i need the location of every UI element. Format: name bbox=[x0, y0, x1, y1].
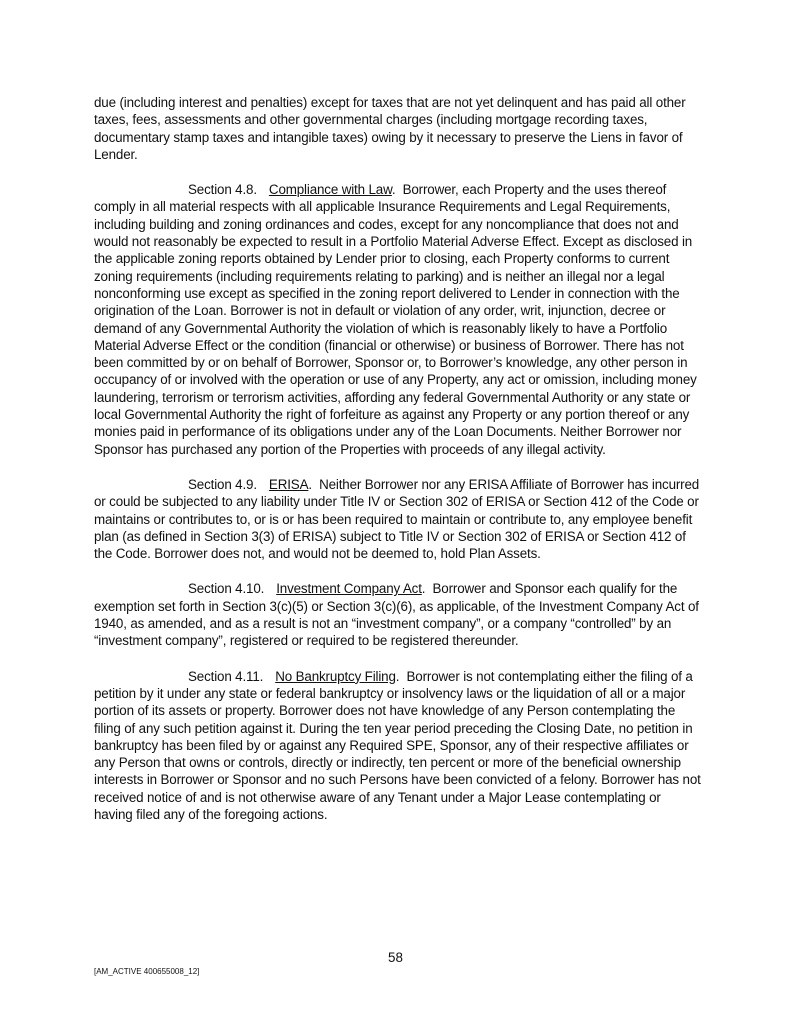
document-body bbox=[94, 94, 702, 841]
section-number: Section 4.10. bbox=[188, 581, 265, 597]
section-heading: ERISA bbox=[268, 476, 309, 492]
document-id-footer: [AM_ACTIVE 400655008_12] bbox=[94, 967, 200, 976]
section-number: Section 4.8. bbox=[188, 182, 257, 198]
section-4-9-paragraph: Section 4.9. ERISA. Neither Borrower nor any ERISA Affiliate of Borrower has incurred or could be subjected to any liability under Title IV or Section 302 of ERISA or Section 412 of the Code or maintains or contributes to, or is or has been required to maintain or contribute to, any employee benefit plan (as defined in Section 3(3) of ERISA) subject to Title IV or Section 302 of ERISA or Section 412 of the Code. Borrower does not, and would not be deemed to, hold Plan Assets. bbox=[94, 476, 700, 562]
section-4-11-paragraph: Section 4.11. No Bankruptcy Filing. Borrower is not contemplating either the filing of a petition by it under any state or federal bankruptcy or insolvency laws or the liquidation of all or a major portion of its assets or property. Borrower does not have knowledge of any Person contemplating the filing of any such petition against it. During the ten year period preceding the Closing Date, no petition in bankruptcy has been filed by or against any Required SPE, Sponsor, any of their respective affiliates or any Person that owns or controls, directly or indirectly, ten percent or more of the beneficial ownership interests in Borrower or Sponsor and no such Persons have been convicted of a felony. Borrower has not received notice of and is not otherwise aware of any Tenant under a Major Lease contemplating or having filed any of the foregoing actions. bbox=[94, 668, 701, 822]
section-4-10-paragraph: Section 4.10. Investment Company Act. Borrower and Sponsor each qualify for the exemption set forth in Section 3(c)(5) or Section 3(c)(6), as applicable, of the Investment Company Act of 1940, as amended, and as a result is not an “investment company”, or a company “controlled” by an “investment company”, registered or required to be registered thereunder. bbox=[94, 581, 699, 649]
section-4-8-paragraph: Section 4.8. Compliance with Law. Borrower, each Property and the uses thereof comply in all material respects with all applicable Insurance Requirements and Legal Requirements, including building and zoning ordinances and codes, except for any noncompliance that does not and would not reasonably be expected to result in a Portfolio Material Adverse Effect. Except as disclosed in the applicable zoning reports obtained by Lender prior to closing, each Property conforms to current zoning requirements (including requirements relating to parking) and is neither an illegal nor a legal nonconforming use except as specified in the zoning report delivered to Lender in connection with the origination of the Loan. Borrower is not in default or violation of any order, writ, injunction, decree or demand of any Governmental Authority the violation of which is reasonably likely to have a Portfolio Material Adverse Effect or the condition (financial or otherwise) or business of Borrower. There has not been committed by or on behalf of Borrower, Sponsor or, to Borrower’s knowledge, any other person in occupancy of or involved with the operation or use of any Property, any act or omission, including money laundering, terrorism or terrorism activities, affording any federal Governmental Authority or any state or local Governmental Authority the right of forfeiture as against any Property or any portion thereof or any monies paid in performance of its obligations under any of the Loan Documents. Neither Borrower nor Sponsor has purchased any portion of the Properties with proceeds of any illegal activity. bbox=[94, 182, 697, 457]
section-heading: Investment Company Act bbox=[276, 581, 422, 597]
intro-paragraph: due (including interest and penalties) except for taxes that are not yet delinquent and has paid all other taxes, fees, assessments and other governmental charges (including mortgage recording taxes, documentary stamp taxes and intangible taxes) owing by it necessary to preserve the Liens in favor of Lender. bbox=[94, 95, 686, 162]
section-number: Section 4.11. bbox=[188, 668, 264, 684]
section-body: Borrower is not contemplating either the filing of a petition by it under any state or federal bankruptcy or insolvency laws or the liquidation of all or a major portion of its assets or property. Borrower does not have knowledge of any Person contemplating the filing of any such petition against it. During the ten year period preceding the Closing Date, no petition in bankruptcy has been filed by or against any Required SPE, Sponsor, any of their respective affiliates or any Person that owns or controls, directly or indirectly, ten percent or more of the beneficial ownership interests in Borrower or Sponsor and no such Persons have been convicted of a felony. Borrower has not received notice of and is not otherwise aware of any Tenant under a Major Lease contemplating or having filed any of the foregoing actions. bbox=[94, 668, 701, 822]
section-number: Section 4.9. bbox=[188, 476, 257, 492]
section-body: Borrower and Sponsor each qualify for the exemption set forth in Section 3(c)(5) or Section 3(c)(6), as applicable, of the Investment Company Act of 1940, as amended, and as a result is not an “investment company”, or a company “controlled” by an “investment company”, registered or required to be registered thereunder. bbox=[94, 581, 699, 649]
section-body: Borrower, each Property and the uses thereof comply in all material respects with all applicable Insurance Requirements and Legal Requirements, including building and zoning ordinances and codes, except for any noncompliance that does not and would not reasonably be expected to result in a Portfolio Material Adverse Effect. Except as disclosed in the applicable zoning reports obtained by Lender prior to closing, each Property conforms to current zoning requirements (including requirements relating to parking) and is neither an illegal nor a legal nonconforming use except as specified in the zoning report delivered to Lender in connection with the origination of the Loan. Borrower is not in default or violation of any order, writ, injunction, decree or demand of any Governmental Authority the violation of which is reasonably likely to have a Portfolio Material Adverse Effect or the condition (financial or otherwise) or business of Borrower. There has not been committed by or on behalf of Borrower, Sponsor or, to Borrower’s knowledge, any other person in occupancy of or involved with the operation or use of any Property, any act or omission, including money laundering, terrorism or terrorism activities, affording any federal Governmental Authority or any state or local Governmental Authority the right of forfeiture as against any Property or any portion thereof or any monies paid in performance of its obligations under any of the Loan Documents. Neither Borrower nor Sponsor has purchased any portion of the Properties with proceeds of any illegal activity. bbox=[94, 182, 697, 457]
section-body: Neither Borrower nor any ERISA Affiliate of Borrower has incurred or could be subjected to any liability under Title IV or Section 302 of ERISA or Section 412 of the Code or maintains or contributes to, or is or has been required to maintain or contribute to, any employee benefit plan (as defined in Section 3(3) of ERISA) subject to Title IV or Section 302 of ERISA or Section 412 of the Code. Borrower does not, and would not be deemed to, hold Plan Assets. bbox=[94, 476, 700, 562]
section-heading: No Bankruptcy Filing bbox=[275, 668, 396, 684]
section-heading: Compliance with Law bbox=[268, 182, 392, 198]
page-number: 58 bbox=[388, 950, 403, 965]
